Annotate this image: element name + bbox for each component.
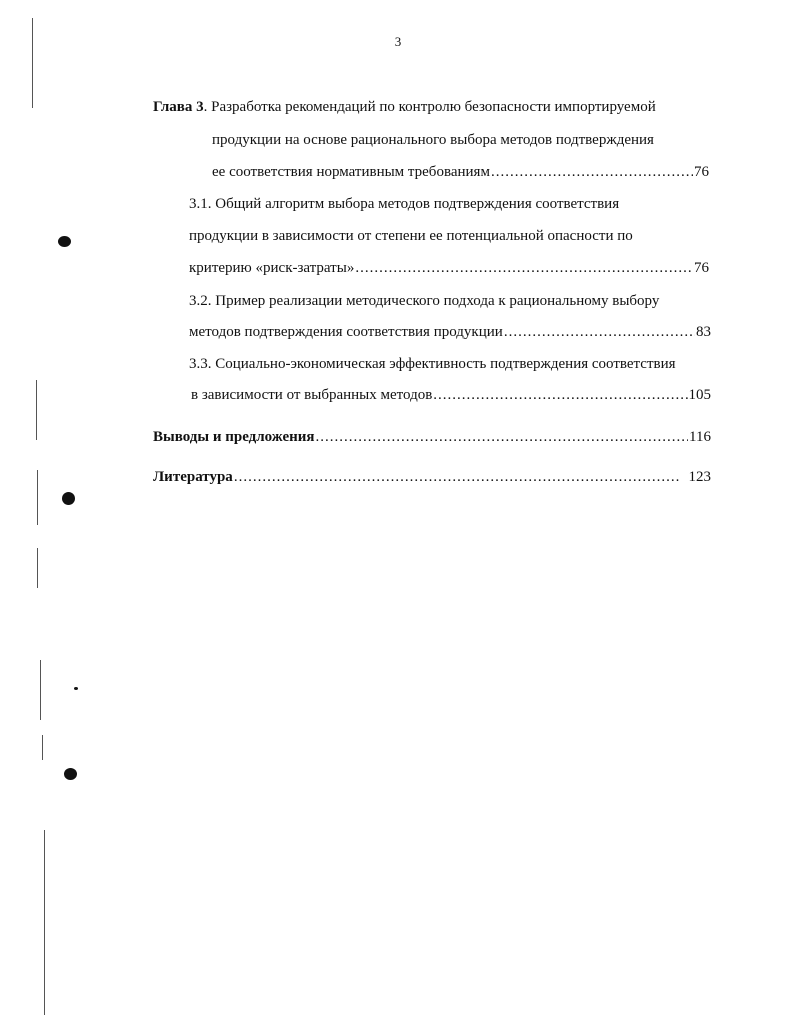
chapter-title-line1: . Разработка рекомендаций по контролю безопасности импортируемой (203, 99, 656, 115)
section-3-3-line1: 3.3. Социально-экономическая эффективность подтверждения соответствия (189, 356, 676, 372)
section-3-2-line2 (189, 323, 711, 341)
dot-leader (433, 386, 687, 404)
chapter-heading (153, 98, 656, 116)
section-3-1-line1: 3.1. Общий алгоритм выбора методов подтверждения соответствия (189, 196, 620, 212)
chapter-title-line3 (212, 163, 709, 181)
binding-edge-line (42, 735, 43, 760)
chapter-title-line2: продукции на основе рационального выбора методов подтверждения (212, 132, 654, 148)
section-3-2-page-number: 83 (696, 324, 711, 340)
binding-edge-line (36, 380, 37, 440)
chapter-prefix: Глава 3 (153, 99, 204, 115)
section-3-1-page-number: 76 (694, 260, 709, 276)
literature-page-number: 123 (688, 469, 711, 485)
binding-edge-line (37, 548, 38, 588)
punch-hole (64, 768, 77, 780)
dot-leader (234, 468, 679, 486)
literature-entry (153, 468, 711, 486)
binding-edge-line (37, 470, 38, 525)
conclusions-label: Выводы и предложения (153, 429, 315, 445)
punch-hole (62, 492, 75, 505)
section-3-3-line2 (191, 386, 711, 404)
section-3-1-line3 (189, 259, 709, 277)
chapter-title-line3-text: ее соответствия нормативным требованиям (212, 164, 490, 180)
section-3-2-line1: 3.2. Пример реализации методического подхода к рациональному выбору (189, 293, 660, 309)
dot-leader (316, 428, 689, 446)
binding-edge-line (32, 18, 33, 108)
ink-speck (74, 687, 78, 690)
page-number: 3 (394, 34, 402, 49)
section-3-1-line2: продукции в зависимости от степени ее потенциальной опасности по (189, 228, 633, 244)
section-3-1-line3-text: критерию «риск-затраты» (189, 260, 355, 276)
chapter-page-number: 76 (694, 164, 709, 180)
section-3-2-line2-text: методов подтверждения соответствия продукции (189, 324, 503, 340)
binding-edge-line (44, 830, 45, 1015)
conclusions-entry (153, 428, 711, 446)
binding-edge-line (40, 660, 41, 720)
section-3-3-page-number: 105 (688, 387, 711, 403)
dot-leader (491, 163, 693, 181)
dot-leader (504, 323, 695, 341)
dot-leader (355, 259, 693, 277)
literature-label: Литература (153, 469, 233, 485)
punch-hole (58, 236, 71, 247)
conclusions-page-number: 116 (689, 429, 711, 445)
section-3-3-line2-text: в зависимости от выбранных методов (191, 387, 433, 403)
